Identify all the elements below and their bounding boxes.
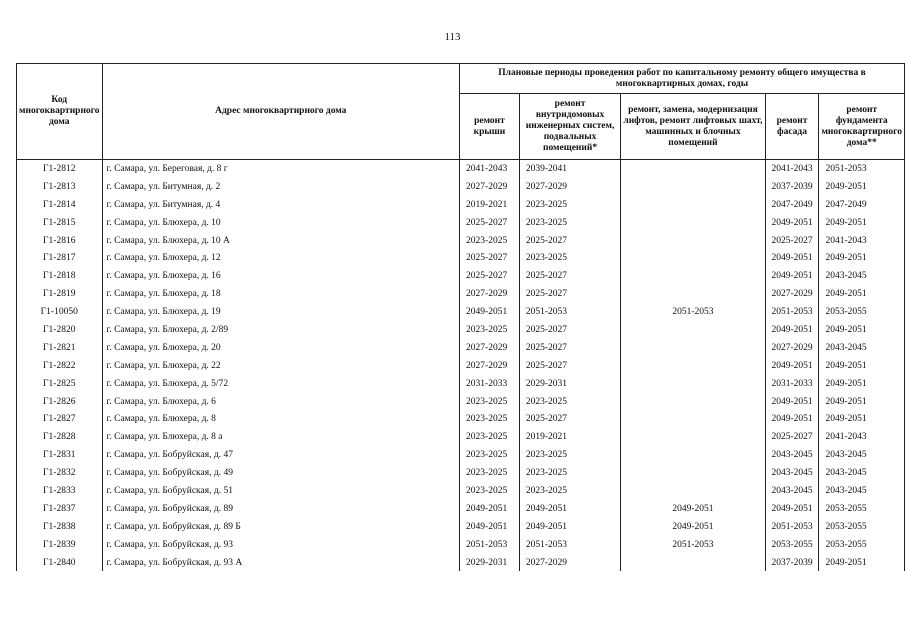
table-row xyxy=(17,410,905,428)
row-systems: 2025-2027 xyxy=(519,357,620,375)
row-roof: 2025-2027 xyxy=(460,267,520,285)
row-elevators xyxy=(621,554,765,572)
row-foundation: 2049-2051 xyxy=(819,178,905,196)
header-address: Адрес многоквартирного дома xyxy=(102,64,460,160)
row-facade: 2049-2051 xyxy=(765,393,819,411)
row-roof: 2019-2021 xyxy=(460,196,520,214)
row-address: г. Самара, ул. Бобруйская, д. 93 А xyxy=(102,554,460,572)
row-address: г. Самара, ул. Блюхера, д. 5/72 xyxy=(102,375,460,393)
row-systems: 2019-2021 xyxy=(519,428,620,446)
row-address: г. Самара, ул. Битумная, д. 2 xyxy=(102,178,460,196)
row-facade: 2049-2051 xyxy=(765,410,819,428)
row-address: г. Самара, ул. Блюхера, д. 8 xyxy=(102,410,460,428)
row-foundation: 2047-2049 xyxy=(819,196,905,214)
row-foundation: 2053-2055 xyxy=(819,536,905,554)
table-row xyxy=(17,214,905,232)
row-code: Г1-2814 xyxy=(17,196,103,214)
row-facade: 2031-2033 xyxy=(765,375,819,393)
row-code: Г1-2812 xyxy=(17,160,103,178)
table-row xyxy=(17,303,905,321)
row-systems: 2025-2027 xyxy=(519,285,620,303)
row-code: Г1-2822 xyxy=(17,357,103,375)
row-address: г. Самара, ул. Блюхера, д. 2/89 xyxy=(102,321,460,339)
row-facade: 2025-2027 xyxy=(765,428,819,446)
row-foundation: 2043-2045 xyxy=(819,267,905,285)
row-code: Г1-2813 xyxy=(17,178,103,196)
row-address: г. Самара, ул. Блюхера, д. 10 xyxy=(102,214,460,232)
row-elevators xyxy=(621,410,765,428)
row-facade: 2037-2039 xyxy=(765,554,819,572)
header-periods: Плановые периоды проведения работ по капитальному ремонту общего имущества в многоквартирных домах, годы xyxy=(460,64,905,94)
row-foundation: 2053-2055 xyxy=(819,500,905,518)
row-foundation: 2049-2051 xyxy=(819,393,905,411)
row-systems: 2049-2051 xyxy=(519,518,620,536)
table-row xyxy=(17,393,905,411)
row-systems: 2023-2025 xyxy=(519,446,620,464)
row-roof: 2023-2025 xyxy=(460,393,520,411)
row-address: г. Самара, ул. Блюхера, д. 16 xyxy=(102,267,460,285)
row-code: Г1-2832 xyxy=(17,464,103,482)
table-row xyxy=(17,518,905,536)
row-elevators xyxy=(621,178,765,196)
row-address: г. Самара, ул. Береговая, д. 8 г xyxy=(102,160,460,178)
row-code: Г1-2837 xyxy=(17,500,103,518)
table-body xyxy=(17,160,905,572)
row-address: г. Самара, ул. Бобруйская, д. 47 xyxy=(102,446,460,464)
header-systems: ремонт внутридомовых инженерных систем, подвальных помещений* xyxy=(519,94,620,160)
row-foundation: 2049-2051 xyxy=(819,249,905,267)
table-row xyxy=(17,285,905,303)
row-foundation: 2049-2051 xyxy=(819,554,905,572)
row-code: Г1-2819 xyxy=(17,285,103,303)
table-row xyxy=(17,554,905,572)
row-elevators xyxy=(621,214,765,232)
row-foundation: 2043-2045 xyxy=(819,482,905,500)
row-address: г. Самара, ул. Блюхера, д. 19 xyxy=(102,303,460,321)
row-systems: 2023-2025 xyxy=(519,393,620,411)
row-foundation: 2041-2043 xyxy=(819,428,905,446)
row-roof: 2027-2029 xyxy=(460,285,520,303)
page-number: 113 xyxy=(444,31,461,43)
row-systems: 2049-2051 xyxy=(519,500,620,518)
row-systems: 2025-2027 xyxy=(519,339,620,357)
row-roof: 2023-2025 xyxy=(460,410,520,428)
row-systems: 2027-2029 xyxy=(519,554,620,572)
row-elevators xyxy=(621,357,765,375)
table-row xyxy=(17,178,905,196)
row-code: Г1-2821 xyxy=(17,339,103,357)
row-systems: 2023-2025 xyxy=(519,249,620,267)
row-code: Г1-2840 xyxy=(17,554,103,572)
table-row xyxy=(17,339,905,357)
header-roof: ремонт крыши xyxy=(460,94,520,160)
row-address: г. Самара, ул. Бобруйская, д. 89 Б xyxy=(102,518,460,536)
table-row xyxy=(17,428,905,446)
table-row xyxy=(17,196,905,214)
table-row xyxy=(17,464,905,482)
row-address: г. Самара, ул. Битумная, д. 4 xyxy=(102,196,460,214)
row-elevators xyxy=(621,393,765,411)
header-foundation: ремонт фундамента многоквартирного дома** xyxy=(819,94,905,160)
table-row xyxy=(17,500,905,518)
row-code: Г1-2817 xyxy=(17,249,103,267)
row-foundation: 2049-2051 xyxy=(819,214,905,232)
row-foundation: 2053-2055 xyxy=(819,303,905,321)
row-elevators xyxy=(621,249,765,267)
row-address: г. Самара, ул. Блюхера, д. 10 А xyxy=(102,232,460,250)
row-elevators xyxy=(621,339,765,357)
row-roof: 2027-2029 xyxy=(460,357,520,375)
row-roof: 2023-2025 xyxy=(460,232,520,250)
row-address: г. Самара, ул. Блюхера, д. 6 xyxy=(102,393,460,411)
row-roof: 2027-2029 xyxy=(460,178,520,196)
row-elevators xyxy=(621,321,765,339)
row-roof: 2049-2051 xyxy=(460,303,520,321)
row-code: Г1-2825 xyxy=(17,375,103,393)
row-roof: 2023-2025 xyxy=(460,482,520,500)
row-facade: 2053-2055 xyxy=(765,536,819,554)
row-roof: 2025-2027 xyxy=(460,214,520,232)
row-facade: 2051-2053 xyxy=(765,518,819,536)
row-foundation: 2049-2051 xyxy=(819,285,905,303)
row-address: г. Самара, ул. Блюхера, д. 8 а xyxy=(102,428,460,446)
row-elevators xyxy=(621,375,765,393)
row-systems: 2023-2025 xyxy=(519,482,620,500)
row-code: Г1-2815 xyxy=(17,214,103,232)
row-code: Г1-10050 xyxy=(17,303,103,321)
row-address: г. Самара, ул. Бобруйская, д. 89 xyxy=(102,500,460,518)
row-facade: 2049-2051 xyxy=(765,267,819,285)
row-code: Г1-2831 xyxy=(17,446,103,464)
row-code: Г1-2827 xyxy=(17,410,103,428)
row-roof: 2029-2031 xyxy=(460,554,520,572)
row-systems: 2025-2027 xyxy=(519,267,620,285)
table-row xyxy=(17,482,905,500)
row-facade: 2027-2029 xyxy=(765,339,819,357)
row-elevators xyxy=(621,232,765,250)
row-elevators: 2049-2051 xyxy=(621,500,765,518)
row-address: г. Самара, ул. Бобруйская, д. 51 xyxy=(102,482,460,500)
row-code: Г1-2816 xyxy=(17,232,103,250)
row-code: Г1-2828 xyxy=(17,428,103,446)
row-elevators xyxy=(621,285,765,303)
row-systems: 2023-2025 xyxy=(519,196,620,214)
row-foundation: 2049-2051 xyxy=(819,410,905,428)
table-row xyxy=(17,160,905,178)
row-roof: 2051-2053 xyxy=(460,536,520,554)
row-elevators xyxy=(621,464,765,482)
header-code: Код многоквартирного дома xyxy=(17,64,103,160)
row-foundation: 2053-2055 xyxy=(819,518,905,536)
row-code: Г1-2826 xyxy=(17,393,103,411)
row-elevators xyxy=(621,160,765,178)
row-foundation: 2049-2051 xyxy=(819,375,905,393)
row-facade: 2049-2051 xyxy=(765,357,819,375)
row-facade: 2049-2051 xyxy=(765,249,819,267)
row-roof: 2023-2025 xyxy=(460,321,520,339)
row-address: г. Самара, ул. Блюхера, д. 12 xyxy=(102,249,460,267)
row-elevators xyxy=(621,428,765,446)
row-code: Г1-2818 xyxy=(17,267,103,285)
row-foundation: 2043-2045 xyxy=(819,339,905,357)
row-roof: 2023-2025 xyxy=(460,464,520,482)
header-facade: ремонт фасада xyxy=(765,94,819,160)
row-address: г. Самара, ул. Бобруйская, д. 49 xyxy=(102,464,460,482)
table-row xyxy=(17,249,905,267)
row-systems: 2025-2027 xyxy=(519,232,620,250)
row-code: Г1-2838 xyxy=(17,518,103,536)
capital-repair-table xyxy=(16,63,905,571)
row-roof: 2027-2029 xyxy=(460,339,520,357)
row-systems: 2051-2053 xyxy=(519,303,620,321)
row-facade: 2041-2043 xyxy=(765,160,819,178)
row-elevators: 2049-2051 xyxy=(621,518,765,536)
row-address: г. Самара, ул. Блюхера, д. 20 xyxy=(102,339,460,357)
row-systems: 2051-2053 xyxy=(519,536,620,554)
row-facade: 2049-2051 xyxy=(765,500,819,518)
row-systems: 2025-2027 xyxy=(519,321,620,339)
table-row xyxy=(17,232,905,250)
row-roof: 2025-2027 xyxy=(460,249,520,267)
table-row xyxy=(17,536,905,554)
row-foundation: 2041-2043 xyxy=(819,232,905,250)
table-row xyxy=(17,375,905,393)
header-elevators: ремонт, замена, модернизация лифтов, ремонт лифтовых шахт, машинных и блочных помещений xyxy=(621,94,765,160)
row-roof: 2031-2033 xyxy=(460,375,520,393)
row-foundation: 2049-2051 xyxy=(819,321,905,339)
row-foundation: 2051-2053 xyxy=(819,160,905,178)
row-elevators xyxy=(621,446,765,464)
row-roof: 2049-2051 xyxy=(460,500,520,518)
row-facade: 2043-2045 xyxy=(765,482,819,500)
row-facade: 2047-2049 xyxy=(765,196,819,214)
row-roof: 2023-2025 xyxy=(460,428,520,446)
table-row xyxy=(17,321,905,339)
row-facade: 2051-2053 xyxy=(765,303,819,321)
row-systems: 2023-2025 xyxy=(519,214,620,232)
row-roof: 2049-2051 xyxy=(460,518,520,536)
row-systems: 2027-2029 xyxy=(519,178,620,196)
row-foundation: 2043-2045 xyxy=(819,446,905,464)
table-row xyxy=(17,446,905,464)
row-code: Г1-2820 xyxy=(17,321,103,339)
row-facade: 2027-2029 xyxy=(765,285,819,303)
row-systems: 2023-2025 xyxy=(519,464,620,482)
row-systems: 2029-2031 xyxy=(519,375,620,393)
row-elevators xyxy=(621,267,765,285)
row-facade: 2037-2039 xyxy=(765,178,819,196)
row-elevators: 2051-2053 xyxy=(621,303,765,321)
row-facade: 2043-2045 xyxy=(765,464,819,482)
table-row xyxy=(17,357,905,375)
row-foundation: 2049-2051 xyxy=(819,357,905,375)
row-address: г. Самара, ул. Блюхера, д. 22 xyxy=(102,357,460,375)
row-roof: 2023-2025 xyxy=(460,446,520,464)
row-facade: 2049-2051 xyxy=(765,321,819,339)
row-address: г. Самара, ул. Блюхера, д. 18 xyxy=(102,285,460,303)
row-roof: 2041-2043 xyxy=(460,160,520,178)
row-facade: 2049-2051 xyxy=(765,214,819,232)
row-systems: 2039-2041 xyxy=(519,160,620,178)
row-elevators xyxy=(621,482,765,500)
row-address: г. Самара, ул. Бобруйская, д. 93 xyxy=(102,536,460,554)
row-code: Г1-2833 xyxy=(17,482,103,500)
table-row xyxy=(17,267,905,285)
row-elevators: 2051-2053 xyxy=(621,536,765,554)
row-elevators xyxy=(621,196,765,214)
row-foundation: 2043-2045 xyxy=(819,464,905,482)
row-facade: 2025-2027 xyxy=(765,232,819,250)
row-facade: 2043-2045 xyxy=(765,446,819,464)
row-code: Г1-2839 xyxy=(17,536,103,554)
row-systems: 2025-2027 xyxy=(519,410,620,428)
